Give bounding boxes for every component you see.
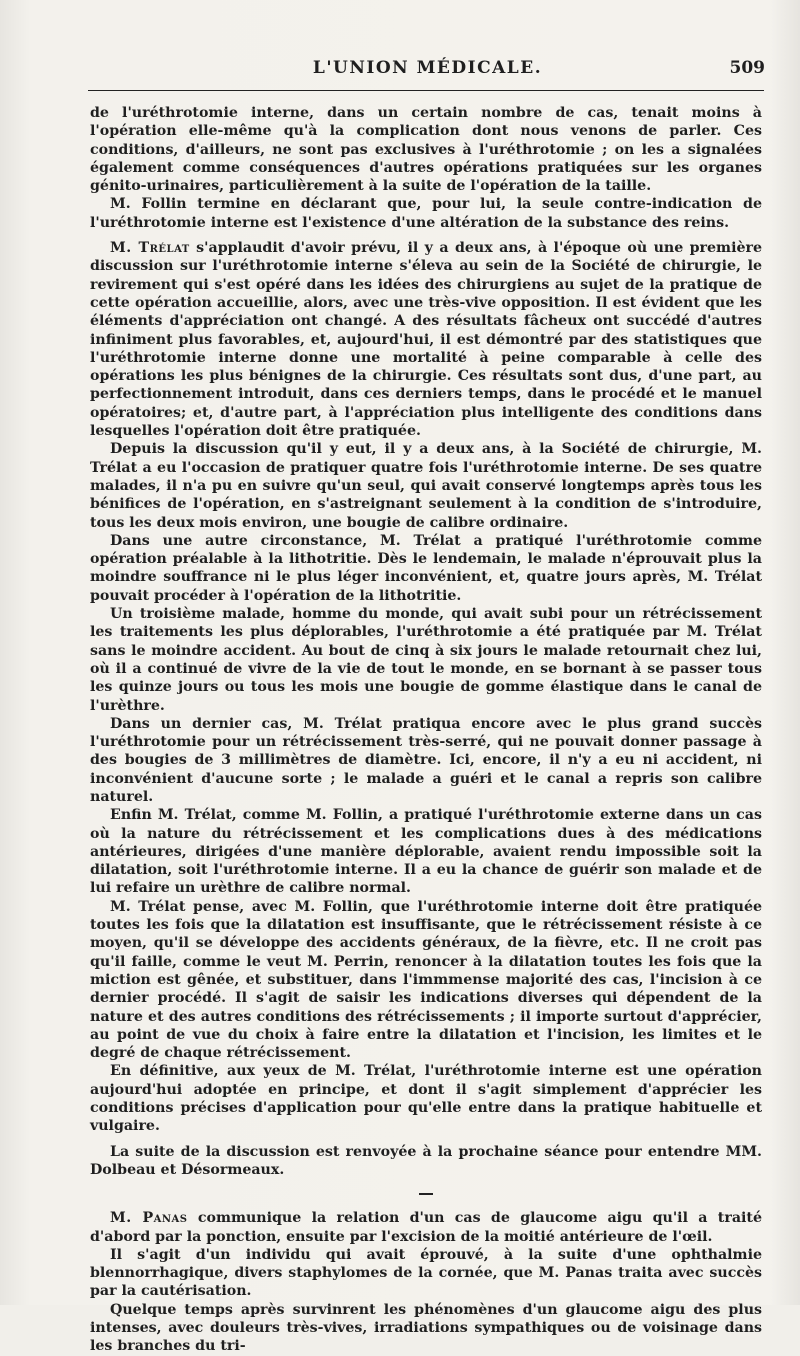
- paragraph: [90, 239, 762, 440]
- speaker-name: M. Trélat: [110, 240, 190, 257]
- section-separator: [419, 1193, 433, 1195]
- paragraph: Dans un dernier cas, M. Trélat pratiqua encore avec le plus grand succès l'uréthrotomie pour un rétrécissement très-serré, qui ne pouvait donner passage à des bougies de 3 millimètres de diamètre. Ici, encore, il n'y a eu ni accident, ni inconvénient d'aucune sorte ; le malade a guéri et le canal a repris son calibre naturel.: [90, 715, 762, 805]
- paragraph: Un troisième malade, homme du monde, qui avait subi pour un rétrécissement les traitements les plus déplorables, l'uréthrotomie a été pratiquée par M. Trélat sans le moindre accident. Au bout de cinq à six jours le malade retournait chez lui, où il a continué de vivre de la vie de tout le monde, en se bornant à se passer tous les quinze jours ou tous les mois une bougie de gomme élastique dans le canal de l'urèthre.: [90, 606, 762, 714]
- speaker-name: M. Panas: [110, 1210, 188, 1227]
- paragraph: En définitive, aux yeux de M. Trélat, l'uréthrotomie interne est une opération aujourd'hui adoptée en principe, et dont il s'agit simplement d'apprécier les conditions précises d'application pour qu'elle entre dans la pratique habituelle et vulgaire.: [90, 1063, 762, 1135]
- paragraph: Enfin M. Trélat, comme M. Follin, a pratiqué l'uréthrotomie externe dans un cas où la nature du rétrécissement et les complications dues à des médications antérieures, dirigées d'une manière déplorable, avaient rendu impossible soit la dilatation, soit l'uréthrotomie interne. Il a eu la chance de guérir son malade et de lui refaire un urèthre de calibre normal.: [90, 807, 762, 897]
- page-header: [90, 58, 765, 86]
- paragraph: M. Follin termine en déclarant que, pour lui, la seule contre-indication de l'uréthrotomie interne est l'existence d'une altération de la substance des reins.: [90, 196, 762, 231]
- paragraph: Depuis la discussion qu'il y eut, il y a deux ans, à la Société de chirurgie, M. Trélat a eu l'occasion de pratiquer quatre fois l'uréthrotomie interne. De ses quatre malades, il n'a pu en suivre qu'un seul, qui avait conservé longtemps après tous les bénifices de l'opération, en s'astreignant seulement à la condition de s'introduire, tous les deux mois environ, une bougie de calibre ordinaire.: [90, 441, 762, 531]
- paragraph-text: s'applaudit d'avoir prévu, il y a deux ans, à l'époque où une première discussion sur l'uréthrotomie interne s'éleva au sein de la Société de chirurgie, le revirement qui s'est opéré dans les idées des chirurgiens au sujet de la pratique de cette opération accueillie, alors, avec une très-vive opposition. Il est évident que les éléments d'appréciation ont changé. A des résultats fâcheux ont succédé d'autres infiniment plus favorables, et, aujourd'hui, il est démontré par des statistiques que l'uréthrotomie interne donne une mortalité à peine comparable à celle des opérations les plus bénignes de la chirurgie. Ces résultats sont dus, d'une part, au perfectionnement introduit, dans ces derniers temps, dans le procédé et le manuel opératoires; et, d'autre part, à l'appréciation plus intelligente des conditions dans lesquelles l'opération doit être pratiquée.: [90, 240, 762, 440]
- paragraph: M. Trélat pense, avec M. Follin, que l'uréthrotomie interne doit être pratiquée toutes les fois que la dilatation est insuffisante, que le rétrécissement résiste à ce moyen, qu'il se développe des accidents généraux, de la fièvre, etc. Il ne croit pas qu'il faille, comme le veut M. Perrin, renoncer à la dilatation toutes les fois que la miction est gênée, et substituer, dans l'immmense majorité des cas, l'incision à ce dernier procédé. Il s'agit de saisir les indications diverses qui dépendent de la nature et des autres conditions des rétrécissements ; il importe surtout d'apprécier, au point de vue du choix à faire entre la dilatation et l'incision, les limites et le degré de chaque rétrécissement.: [90, 898, 762, 1062]
- body-text: [90, 104, 762, 1356]
- paragraph: Dans une autre circonstance, M. Trélat a pratiqué l'uréthrotomie comme opération préalable à la lithotritie. Dès le lendemain, le malade n'éprouvait plus la moindre souffrance ni le plus léger inconvénient, et, quatre jours après, M. Trélat pouvait procéder à l'opération de la lithotritie.: [90, 532, 762, 604]
- paragraph: Il s'agit d'un individu qui avait éprouvé, à la suite d'une ophthalmie blennorrhagique, divers staphylomes de la cornée, que M. Panas traita avec succès par la cautérisation.: [90, 1246, 762, 1300]
- header-rule: [88, 90, 764, 91]
- paragraph: de l'uréthrotomie interne, dans un certain nombre de cas, tenait moins à l'opération elle-même qu'à la complication dont nous venons de parler. Ces conditions, d'ailleurs, ne sont pas exclusives à l'uréthrotomie ; on les a signalées également comme conséquences d'autres opérations pratiquées sur les organes génito-urinaires, particulièrement à la suite de l'opération de la taille.: [90, 105, 762, 195]
- paragraph: [90, 1209, 762, 1246]
- running-title: L'UNION MÉDICALE.: [312, 58, 543, 78]
- page-number: 509: [729, 58, 765, 78]
- paragraph-text: communique la relation d'un cas de glaucome aigu qu'il a traité d'abord par la ponction, ensuite par l'excision de la moitié antérieure de l'œil.: [90, 1210, 762, 1245]
- paragraph: La suite de la discussion est renvoyée à la prochaine séance pour entendre MM. Dolbeau et Désormeaux.: [90, 1143, 762, 1178]
- paragraph: Quelque temps après survinrent les phénomènes d'un glaucome aigu des plus intenses, avec douleurs très-vives, irradiations sympathiques ou de voisinage dans les branches du tri-: [90, 1301, 762, 1355]
